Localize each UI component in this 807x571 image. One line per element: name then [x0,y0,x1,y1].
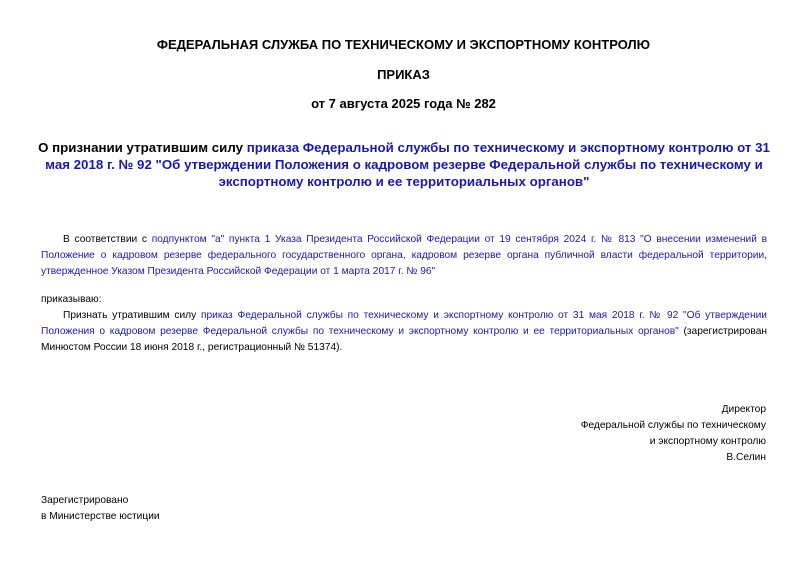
document-type: ПРИКАЗ [377,67,430,82]
presidential-decree-link[interactable]: подпунктом "а" пункта 1 Указа Президента Российской Федерации от 19 сентября 2024 г. № 813 "О внесении изменений в Положение о кадровом резерве федерального государственного органа, кадровом резерве органа публичной власти федеральной территории, утвержденное Указом Президента Российской Федерации от 1 марта 2017 г. № 96" [41,234,767,277]
agency-title: ФЕДЕРАЛЬНАЯ СЛУЖБА ПО ТЕХНИЧЕСКОМУ И ЭКСПОРТНОМУ КОНТРОЛЮ [156,37,651,52]
heading-prefix: О признании утратившим силу [38,140,247,155]
signatory-name: В.Селин [726,452,766,463]
order-heading [34,139,774,190]
order-date-number: от 7 августа 2025 года № 282 [311,96,496,111]
signatory-position: Директор [721,404,766,415]
operative-paragraph [41,308,767,356]
heading-repealed-order-link[interactable]: приказа Федеральной службы по техническому и экспортному контролю от 31 мая 2018 г. № 92 "Об утверждении Положения о кадровом резерве Федеральной службы по техническому и экспортному контролю и ее территориальных органов" [45,140,770,189]
preamble-prefix: В соответствии с [63,234,152,245]
repealed-order-link[interactable]: приказ Федеральной службы по техническому и экспортному контролю от 31 мая 2018 г. № 92 "Об утверждении Положения о кадровом резерве Федеральной службы по техническому и экспортному контролю и ее территориальных органов" [41,310,767,337]
registration-line1: Зарегистрировано [41,495,129,506]
registration-note [41,493,160,525]
decree-word: приказываю: [41,294,102,305]
operative-prefix: Признать утратившим силу [63,310,201,321]
signature-block [581,402,766,466]
registration-line2: в Министерстве юстиции [41,511,160,522]
registration-details: (зарегистрирован Минюстом России 18 июня 2018 г., регистрационный № 51374). [41,326,767,353]
preamble-paragraph [41,232,767,280]
signatory-org-line2: и экспортному контролю [649,436,766,447]
signatory-org-line1: Федеральной службы по техническому [580,420,766,431]
